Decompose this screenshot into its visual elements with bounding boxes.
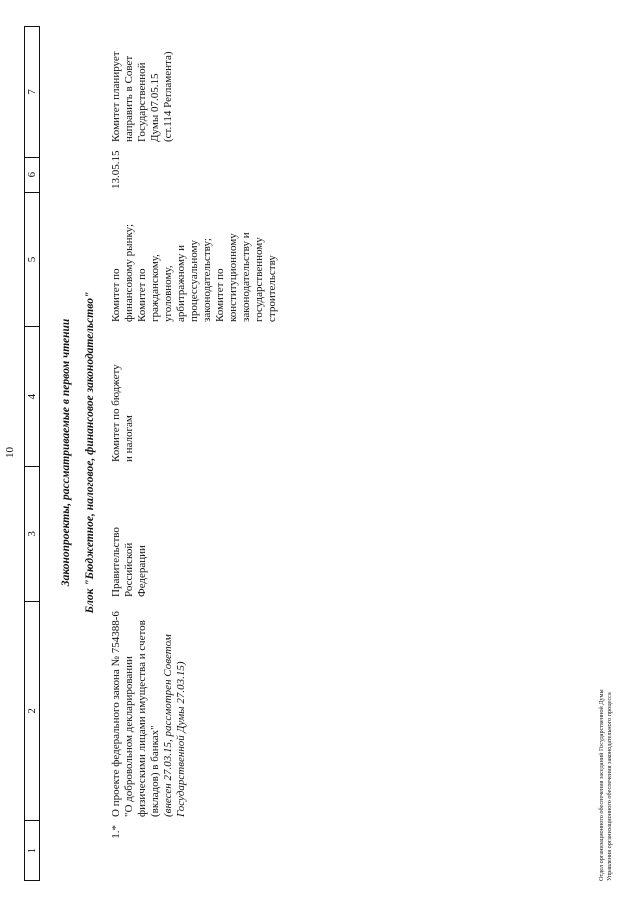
header-col-4: 4: [25, 326, 39, 466]
co-committee-line: государственному: [253, 237, 265, 322]
co-committees-cell: [110, 191, 310, 326]
table-row: [110, 26, 310, 881]
row-number-text: 1.*: [110, 825, 122, 839]
committee-cell: [110, 326, 310, 466]
date-cell: [110, 146, 310, 191]
co-committee-line: Комитет по: [214, 268, 226, 322]
header-col-6: 6: [25, 157, 39, 192]
bill-title-line: "О добровольном декларировании: [123, 656, 135, 817]
co-committee-line: Комитет по: [136, 268, 148, 322]
co-committee-line: конституционному: [227, 233, 239, 322]
remark-line: направить в Совет: [123, 55, 135, 142]
co-committee-line: гражданскому,: [149, 254, 161, 322]
page-number: 10: [4, 447, 16, 458]
date-text: 13.05.15: [110, 150, 122, 189]
committee-line: и налогам: [123, 415, 135, 462]
remark-line: (ст.114 Регламента): [162, 51, 174, 142]
remark-line: Комитет планирует: [110, 51, 122, 142]
footer-line-2: Управления организационного обеспечения законодательного процесса: [605, 692, 613, 881]
bill-note-line: Государственной Думы 27.03.15): [175, 661, 187, 817]
initiator-line: Федерации: [136, 545, 148, 597]
section-title: Законопроекты, рассматриваемые в первом чтении: [60, 318, 72, 587]
header-col-7: 7: [26, 89, 38, 95]
initiator-line: Российской: [123, 542, 135, 597]
footer-line-1: Отдел организационного обеспечения заседаний Государственной Думы: [598, 689, 605, 881]
co-committee-line: уголовному,: [162, 265, 174, 322]
header-col-2: 2: [25, 601, 39, 820]
committee-line: Комитет по бюджету: [110, 364, 122, 462]
remark-line: Думы 07.05.15: [149, 73, 161, 142]
co-committee-line: законодательству;: [201, 238, 213, 322]
initiator-cell: [110, 466, 310, 601]
co-committee-line: арбитражному и: [175, 244, 187, 322]
bill-title-line: О проекте федерального закона № 754388-6: [110, 611, 122, 817]
co-committee-line: законодательству и: [240, 232, 252, 322]
co-committee-line: строительству: [266, 255, 278, 322]
bill-note-line: (внесен 27.03.15, рассмотрен Советом: [162, 634, 174, 817]
footer: [598, 689, 613, 881]
header-col-1: 1: [25, 820, 39, 880]
bill-title-line: (вкладов) в банках": [149, 725, 161, 817]
co-committee-line: Комитет по: [110, 268, 122, 322]
header-col-3: 3: [25, 466, 39, 601]
co-committee-line: финансовому рынку;: [123, 223, 135, 322]
block-title: Блок "Бюджетное, налоговое, финансовое законодательство": [84, 291, 96, 614]
bill-cell: [110, 601, 310, 821]
remark-cell: [110, 26, 310, 146]
bill-title-line: физическими лицами имущества и счетов: [136, 620, 148, 817]
row-number: [110, 821, 310, 881]
co-committee-line: процессуальному: [188, 239, 200, 322]
header-col-5: 5: [25, 192, 39, 327]
table-header: [24, 26, 40, 881]
initiator-line: Правительство: [110, 527, 122, 597]
remark-line: Государственной: [136, 62, 148, 142]
